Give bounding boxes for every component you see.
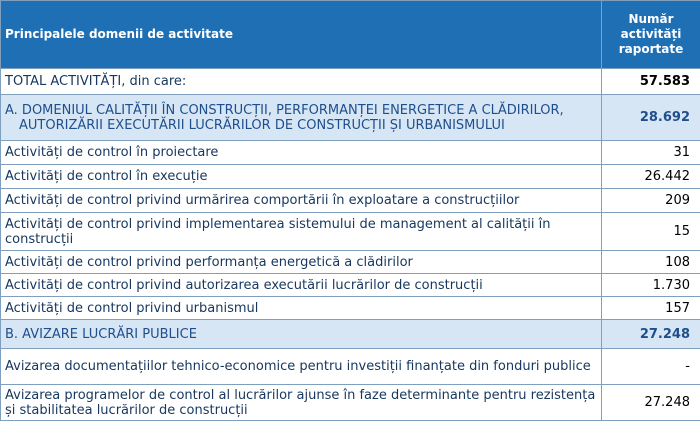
table-row: [1, 141, 700, 165]
section-a-value: 28.692: [602, 95, 700, 141]
section-a-row: [1, 95, 700, 141]
row-value: 108: [602, 251, 700, 274]
header-count-line-1: Număr: [628, 12, 674, 26]
table-row: [1, 213, 700, 251]
table-row: [1, 251, 700, 274]
row-value: 1.730: [602, 274, 700, 297]
section-a-label: A. DOMENIUL CALITĂȚII ÎN CONSTRUCȚII, PERFORMANȚEI ENERGETICE A CLĂDIRILOR, AUTORIZĂRII EXECUTĂRII LUCRĂRILOR DE CONSTRUCȚII ȘI URBANISMULUI: [5, 102, 564, 133]
header-count: [602, 1, 700, 69]
row-label: Activități de control în proiectare: [1, 141, 602, 165]
row-label: Avizarea documentațiilor tehnico-economice pentru investiții finanțate din fonduri publice: [1, 349, 602, 385]
row-value: 27.248: [602, 385, 700, 421]
row-label: Activități de control în execuție: [1, 165, 602, 189]
row-label: Activități de control privind implementarea sistemului de management al calității în construcții: [1, 213, 602, 251]
table-row: [1, 274, 700, 297]
row-value: 31: [602, 141, 700, 165]
row-label: Activități de control privind performanța energetică a clădirilor: [1, 251, 602, 274]
table-header-row: [1, 1, 700, 69]
section-b-row: [1, 320, 700, 349]
section-b-label: B. AVIZARE LUCRĂRI PUBLICE: [1, 320, 602, 349]
row-value: -: [602, 349, 700, 385]
header-count-line-2: activități: [620, 27, 682, 41]
row-value: 209: [602, 189, 700, 213]
row-label: Activități de control privind urmărirea comportării în exploatare a construcțiilor: [1, 189, 602, 213]
table-row: [1, 349, 700, 385]
header-category: Principalele domenii de activitate: [1, 1, 602, 69]
total-row: [1, 69, 700, 95]
table-row: [1, 165, 700, 189]
header-count-line-3: raportate: [618, 42, 684, 56]
section-b-value: 27.248: [602, 320, 700, 349]
row-label: Avizarea programelor de control al lucrărilor ajunse în faze determinante pentru rezistența și stabilitatea lucrărilor de construcții: [1, 385, 602, 421]
table-row: [1, 297, 700, 320]
row-value: 26.442: [602, 165, 700, 189]
row-label: Activități de control privind urbanismul: [1, 297, 602, 320]
total-label: TOTAL ACTIVITĂȚI, din care:: [1, 69, 602, 95]
row-value: 157: [602, 297, 700, 320]
table-row: [1, 189, 700, 213]
table-row: [1, 385, 700, 421]
row-label: Activități de control privind autorizarea executării lucrărilor de construcții: [1, 274, 602, 297]
row-value: 15: [602, 213, 700, 251]
total-value: 57.583: [602, 69, 700, 95]
